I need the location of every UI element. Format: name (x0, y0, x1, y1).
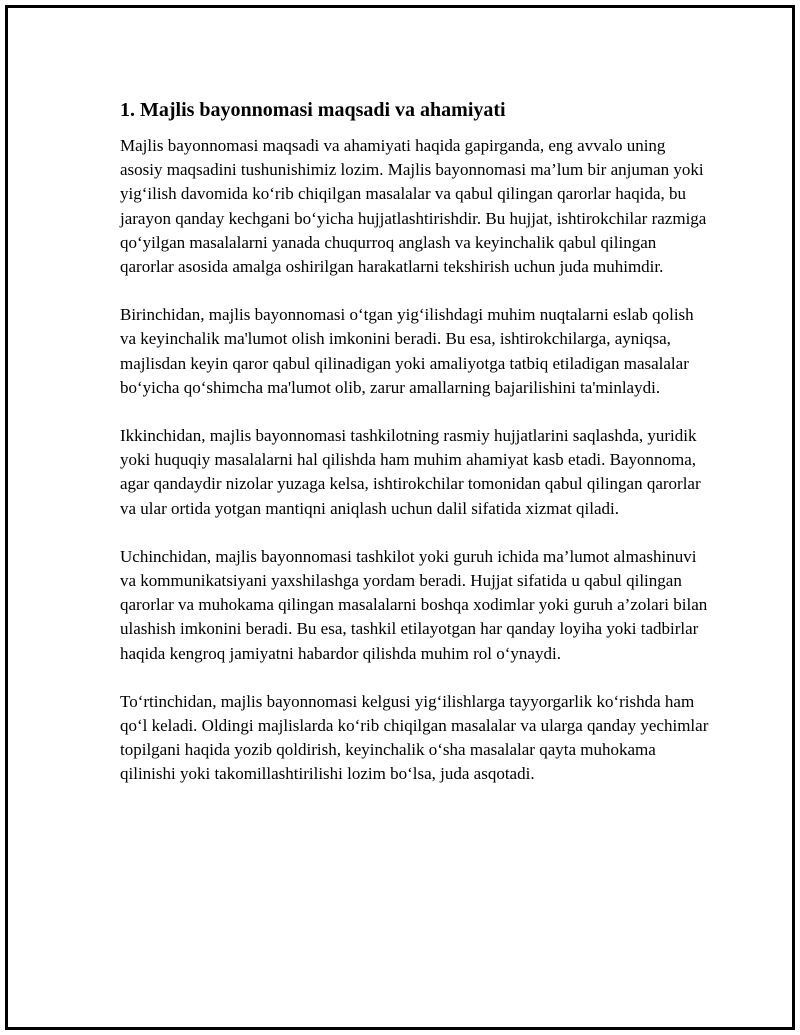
paragraph-intro: Majlis bayonnomasi maqsadi va ahamiyati haqida gapirganda, eng avvalo uning asosiy maqsadini tushunishimiz lozim. Majlis bayonnomasi ma’lum bir anjuman yoki yig‘ilish davomida ko‘rib chiqilgan masalalar va qabul qilingan qarorlar haqida, bu jarayon qanday kechgani bo‘yicha hujjatlashtirishdir. Bu hujjat, ishtirokchilar razmiga qo‘yilgan masalalarni yanada chuqurroq anglash va keyinchalik qabul qilingan qarorlar asosida amalga oshirilgan harakatlarni tekshirish uchun juda muhimdir. (120, 136, 707, 277)
section-heading: 1. Majlis bayonnomasi maqsadi va ahamiyati (120, 99, 506, 121)
paragraph-first-point: Birinchidan, majlis bayonnomasi o‘tgan yig‘ilishdagi muhim nuqtalarni eslab qolish va keyinchalik ma'lumot olish imkonini beradi. Bu esa, ishtirokchilarga, ayniqsa, majlisdan keyin qaror qabul qilinadigan yoki amaliyotga tatbiq etiladigan masalalar bo‘yicha qo‘shimcha ma'lumot olib, zarur amallarning bajarilishini ta'minlaydi. (120, 305, 694, 397)
document-body (120, 96, 710, 811)
paragraph-fourth-point: To‘rtinchidan, majlis bayonnomasi kelgusi yig‘ilishlarga tayyorgarlik ko‘rishda ham qo‘l keladi. Oldingi majlislarda ko‘rib chiqilgan masalalar va ularga qanday yechimlar topilgani haqida yozib qoldirish, keyinchalik o‘sha masalalar qayta muhokama qilinishi yoki takomillashtirilishi lozim bo‘lsa, juda asqotadi. (120, 691, 709, 784)
page-border (5, 5, 795, 1030)
paragraph-second-point: Ikkinchidan, majlis bayonnomasi tashkilotning rasmiy hujjatlarini saqlashda, yuridik yoki huquqiy masalalarni hal qilishda ham muhim ahamiyat kasb etadi. Bayonnoma, agar qandaydir nizolar yuzaga kelsa, ishtirokchilar tomonidan qabul qilingan qarorlar va ular ortida yotgan mantiqni aniqlash uchun dalil sifatida xizmat qiladi. (120, 426, 701, 518)
paragraph-third-point: Uchinchidan, majlis bayonnomasi tashkilot yoki guruh ichida ma’lumot almashinuvi va kommunikatsiyani yaxshilashga yordam beradi. Hujjat sifatida u qabul qilingan qarorlar va muhokama qilingan masalalarni boshqa xodimlar yoki guruh a’zolari bilan ulashish imkonini beradi. Bu esa, tashkil etilayotgan har qanday loyiha yoki tadbirlar haqida kengroq jamiyatni habardor qilishda muhim rol o‘ynaydi. (120, 546, 708, 663)
